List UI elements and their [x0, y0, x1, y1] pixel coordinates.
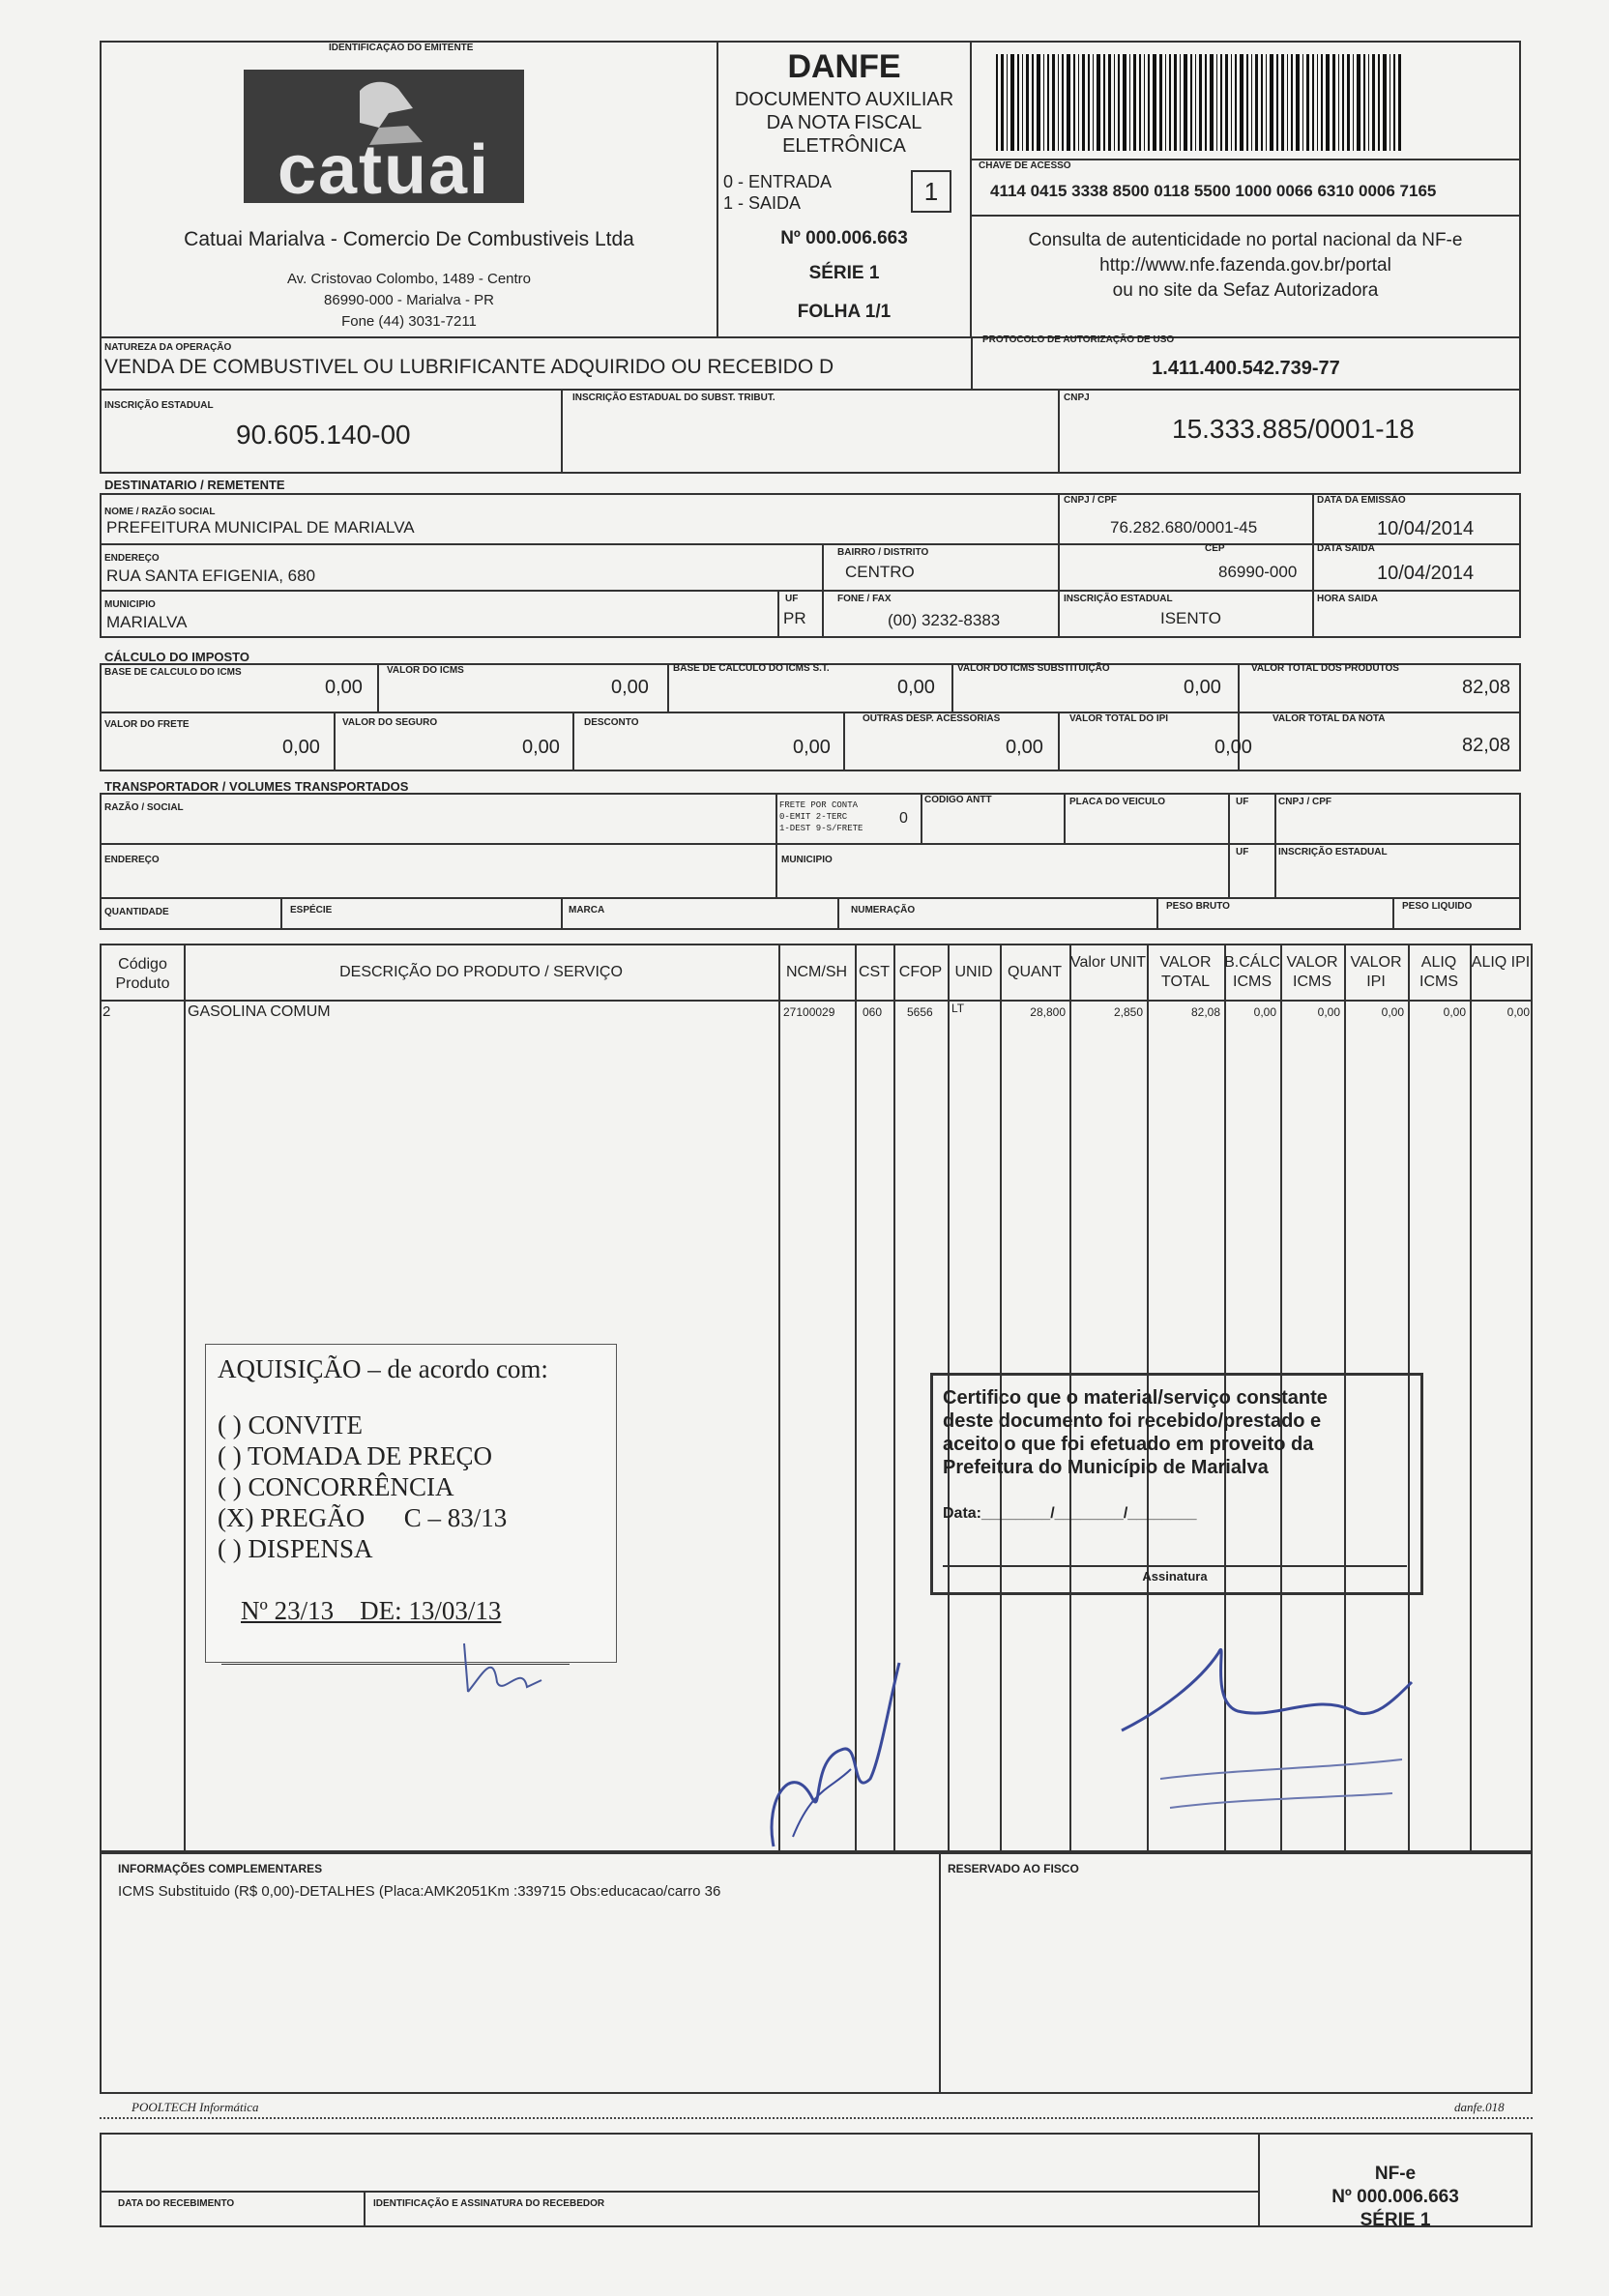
ie-div-1 — [561, 389, 563, 474]
consulta-1: Consulta de autenticidade no portal nacional da NF-e — [1028, 230, 1463, 250]
fisco-box — [939, 1852, 1533, 2094]
pcol-1 — [184, 944, 186, 1852]
logo-text: catuai — [277, 131, 491, 209]
aquisicao-opt-4: (X) PREGÃO C – 83/13 — [218, 1503, 508, 1532]
th-vipi: VALOR IPI — [1350, 954, 1402, 990]
th-unid: UNID — [954, 964, 993, 980]
th-vicms: VALOR ICMS — [1286, 954, 1338, 990]
recebedor-label: IDENTIFICAÇÃO E ASSINATURA DO RECEBEDOR — [373, 2198, 605, 2209]
transp-c4 — [1228, 793, 1230, 897]
bc-icms-label: BASE DE CALCULO DO ICMS — [104, 667, 242, 678]
cell-vunit: 2,850 — [1113, 1005, 1143, 1019]
company-logo — [244, 70, 524, 209]
emit-cnpj-value: 15.333.885/0001-18 — [1172, 414, 1415, 444]
th-vunit: Valor UNIT — [1070, 954, 1146, 971]
dest-emissao: 10/04/2014 — [1377, 518, 1475, 539]
dest-col-cep — [1058, 543, 1060, 638]
canhoto-box — [100, 2133, 1260, 2227]
dest-municipio-label: MUNICIPIO — [104, 599, 156, 610]
bc-st: 0,00 — [897, 677, 935, 698]
transp-ie-label: INSCRIÇÃO ESTADUAL — [1278, 847, 1388, 857]
dest-cep: 86990-000 — [1218, 563, 1298, 581]
tipo-box: 1 — [911, 170, 951, 213]
natureza-value: VENDA DE COMBUSTIVEL OU LUBRIFICANTE ADQUIRIDO OU RECEBIDO D — [104, 356, 834, 378]
transp-cnpj-label: CNPJ / CPF — [1278, 797, 1332, 807]
products-header-line — [100, 1000, 1533, 1002]
th-cst: CST — [859, 964, 890, 980]
nota: 82,08 — [1462, 735, 1511, 756]
cell-codigo: 2 — [102, 1003, 111, 1020]
th-aliqicms: ALIQ ICMS — [1419, 954, 1458, 990]
seguro: 0,00 — [522, 737, 560, 758]
cell-vipi: 0,00 — [1381, 1005, 1404, 1019]
bruto-label: PESO BRUTO — [1166, 901, 1230, 912]
nf-number: Nº 000.006.663 — [780, 228, 908, 248]
th-quant: QUANT — [1008, 964, 1062, 980]
placa-label: PLACA DO VEICULO — [1069, 797, 1166, 807]
cell-ncm: 27100029 — [783, 1005, 835, 1019]
th-bcicms: B.CÁLC ICMS — [1224, 954, 1280, 990]
canhoto-col — [364, 2191, 366, 2227]
dest-municipio: MARIALVA — [106, 613, 188, 631]
danfe-title: DANFE — [787, 48, 901, 85]
ie-st-label: INSCRIÇÃO ESTADUAL DO SUBST. TRIBUT. — [572, 392, 775, 403]
dest-col-cnpj — [1058, 493, 1060, 543]
dest-row-1 — [100, 543, 1521, 545]
dest-nome-label: NOME / RAZÃO SOCIAL — [104, 507, 216, 517]
initials-signature-icon — [454, 1634, 551, 1701]
transp-c10 — [1392, 897, 1394, 930]
th-codigo: Código Produto — [115, 956, 170, 992]
th-cfop: CFOP — [898, 964, 943, 980]
transp-c8 — [837, 897, 839, 930]
cert-sign-line — [943, 1565, 1407, 1567]
frete-label: VALOR DO FRETE — [104, 719, 190, 730]
v-st: 0,00 — [1184, 677, 1221, 698]
danfe-version: danfe.018 — [1454, 2100, 1505, 2114]
imposto-section-title: CÁLCULO DO IMPOSTO — [104, 650, 249, 664]
dest-endereco: RUA SANTA EFIGENIA, 680 — [106, 567, 316, 585]
liquido-label: PESO LIQUIDO — [1402, 901, 1473, 912]
dest-row-2 — [100, 590, 1521, 592]
th-descricao: DESCRIÇÃO DO PRODUTO / SERVIÇO — [339, 964, 623, 980]
ie-div-2 — [1058, 389, 1060, 474]
consulta-3: ou no site da Sefaz Autorizadora — [1112, 280, 1379, 301]
protocolo-value: 1.411.400.542.739-77 — [1152, 358, 1340, 379]
dest-uf: PR — [783, 609, 806, 627]
especie-label: ESPÉCIE — [290, 905, 333, 915]
dest-col-fone — [822, 590, 824, 638]
v-icms: 0,00 — [611, 677, 649, 698]
pcol-13 — [1470, 944, 1472, 1852]
aquisicao-title: AQUISIÇÃO – de acordo com: — [218, 1354, 548, 1383]
aquisicao-opt-1: ( ) CONVITE — [218, 1410, 363, 1439]
imposto-c8 — [1058, 712, 1060, 771]
th-aliqipi: ALIQ IPI — [1471, 954, 1531, 971]
emit-cnpj-label: CNPJ — [1064, 392, 1090, 403]
transp-c3 — [1064, 793, 1066, 843]
cell-unid: LT — [951, 1002, 965, 1015]
transp-endereco-label: ENDEREÇO — [104, 855, 160, 865]
dest-emissao-label: DATA DA EMISSÃO — [1317, 495, 1406, 506]
danfe-sub-3: ELETRÔNICA — [782, 135, 906, 157]
cell-vtotal: 82,08 — [1190, 1005, 1220, 1019]
marca-label: MARCA — [569, 905, 605, 915]
transp-c2 — [921, 793, 922, 843]
dest-saida-label: DATA SAIDA — [1317, 543, 1375, 554]
cell-vicms: 0,00 — [1317, 1005, 1340, 1019]
imposto-c5 — [334, 712, 336, 771]
frete: 0,00 — [282, 737, 320, 758]
chave-label: CHAVE DE ACESSO — [979, 160, 1071, 171]
dest-fone: (00) 3232-8383 — [888, 611, 1001, 629]
canhoto-nfe: NF-e — [1374, 2164, 1417, 2184]
dest-col-bairro — [822, 543, 824, 590]
aquisicao-opt-2: ( ) TOMADA DE PREÇO — [218, 1441, 493, 1470]
ipi-label: VALOR TOTAL DO IPI — [1069, 713, 1169, 724]
handwritten-signature-right-icon — [1102, 1624, 1421, 1817]
saida-label: 1 - SAIDA — [723, 193, 802, 213]
transp-uf2-label: UF — [1236, 847, 1249, 857]
cert-line-1: Certifico que o material/serviço constante — [943, 1387, 1328, 1409]
company-address-2: 86990-000 - Marialva - PR — [324, 292, 494, 308]
cell-quant: 28,800 — [1030, 1005, 1066, 1019]
aquisicao-numero: Nº 23/13 DE: 13/03/13 — [241, 1596, 502, 1625]
transp-row-2 — [100, 897, 1521, 899]
th-vtotal: VALOR TOTAL — [1159, 954, 1212, 990]
outras-label: OUTRAS DESP. ACESSORIAS — [863, 713, 1001, 724]
seguro-label: VALOR DO SEGURO — [342, 717, 438, 728]
dest-uf-label: UF — [785, 594, 799, 604]
info-label: INFORMAÇÕES COMPLEMENTARES — [118, 1862, 323, 1875]
company-name: Catuai Marialva - Comercio De Combustiveis Ltda — [184, 228, 634, 250]
frete-value: 0 — [899, 810, 908, 827]
company-phone: Fone (44) 3031-7211 — [341, 313, 477, 330]
protocolo-label: PROTOCOLO DE AUTORIZAÇÃO DE USO — [982, 334, 1175, 345]
cell-cfop: 5656 — [907, 1005, 933, 1019]
numeracao-label: NUMERAÇÃO — [851, 905, 916, 915]
dest-endereco-label: ENDEREÇO — [104, 553, 160, 564]
nf-serie: SÉRIE 1 — [808, 263, 880, 283]
transp-c1 — [775, 793, 777, 897]
dest-col-uf — [777, 590, 779, 638]
dest-fone-label: FONE / FAX — [837, 594, 892, 604]
company-address-1: Av. Cristovao Colombo, 1489 - Centro — [286, 271, 532, 287]
info-text: ICMS Substituido (R$ 0,00)-DETALHES (Placa:AMK2051Km :339715 Obs:educacao/carro 36 — [118, 1883, 721, 1900]
entrada-label: 0 - ENTRADA — [723, 172, 833, 191]
dest-bairro: CENTRO — [845, 563, 915, 581]
cut-line — [100, 2117, 1533, 2119]
transp-section-title: TRANSPORTADOR / VOLUMES TRANSPORTADOS — [104, 779, 409, 794]
outras: 0,00 — [1006, 737, 1043, 758]
dest-ie-label: INSCRIÇÃO ESTADUAL — [1064, 594, 1173, 604]
transp-c6 — [280, 897, 282, 930]
cell-cst: 060 — [863, 1005, 883, 1019]
frete-por-conta-2: 0-EMIT 2-TERC — [779, 812, 848, 822]
emitter-id-label: IDENTIFICAÇÃO DO EMITENTE — [329, 43, 474, 53]
dest-cnpj: 76.282.680/0001-45 — [1110, 518, 1258, 537]
certificado-stamp — [930, 1373, 1423, 1595]
consulta-divider — [970, 215, 1521, 217]
aquisicao-opt-3: ( ) CONCORRÊNCIA — [218, 1472, 454, 1501]
transp-c7 — [561, 897, 563, 930]
canhoto-serie: SÉRIE 1 — [1360, 2210, 1431, 2230]
dest-nome: PREFEITURA MUNICIPAL DE MARIALVA — [106, 518, 415, 537]
handwritten-signature-left-icon — [754, 1643, 909, 1856]
dest-saida: 10/04/2014 — [1377, 563, 1475, 584]
transp-c5 — [1274, 793, 1276, 897]
recebimento-label: DATA DO RECEBIMENTO — [118, 2198, 235, 2209]
dest-ie: ISENTO — [1160, 609, 1221, 627]
barcode — [996, 54, 1499, 151]
cell-descricao: GASOLINA COMUM — [188, 1003, 331, 1020]
transp-row-1 — [100, 843, 1521, 845]
bc-icms: 0,00 — [325, 677, 363, 698]
cert-assinatura: Assinatura — [1142, 1569, 1208, 1584]
v-icms-label: VALOR DO ICMS — [387, 665, 464, 676]
nota-label: VALOR TOTAL DA NOTA — [1273, 713, 1386, 724]
cell-aliqipi: 0,00 — [1507, 1005, 1530, 1019]
fisco-label: RESERVADO AO FISCO — [948, 1862, 1079, 1875]
cert-data: Data:________/________/________ — [943, 1505, 1197, 1522]
th-ncm: NCM/SH — [785, 964, 848, 980]
danfe-sub-1: DOCUMENTO AUXILIAR — [734, 89, 954, 110]
frete-por-conta-3: 1-DEST 9-S/FRETE — [779, 824, 863, 833]
desconto: 0,00 — [793, 737, 831, 758]
dest-section-title: DESTINATARIO / REMETENTE — [104, 478, 285, 492]
dest-cep-label: CEP — [1205, 543, 1225, 554]
canhoto-numero: Nº 000.006.663 — [1331, 2187, 1459, 2207]
ipi: 0,00 — [1214, 737, 1252, 758]
ie-label: INSCRIÇÃO ESTADUAL — [104, 400, 214, 411]
qtd-label: QUANTIDADE — [104, 907, 169, 917]
dest-col-date — [1312, 493, 1314, 638]
antt-label: CODIGO ANTT — [924, 795, 992, 805]
v-st-label: VALOR DO ICMS SUBSTITUIÇÃO — [957, 663, 1110, 674]
transp-razao-label: RAZÃO / SOCIAL — [104, 802, 184, 813]
dest-hora-label: HORA SAIDA — [1317, 594, 1378, 604]
bc-st-label: BASE DE CALCULO DO ICMS S.T. — [673, 663, 830, 674]
ie-value: 90.605.140-00 — [236, 420, 411, 450]
dest-box — [100, 493, 1521, 638]
cert-line-4: Prefeitura do Município de Marialva — [943, 1457, 1269, 1478]
dest-bairro-label: BAIRRO / DISTRITO — [837, 547, 929, 558]
v-prod: 82,08 — [1462, 677, 1511, 698]
imposto-c6 — [572, 712, 574, 771]
nf-folha: FOLHA 1/1 — [797, 302, 892, 322]
desconto-label: DESCONTO — [584, 717, 639, 728]
danfe-sub-2: DA NOTA FISCAL — [766, 112, 922, 133]
imposto-c7 — [843, 712, 845, 771]
canhoto-row — [100, 2191, 1260, 2193]
transp-c9 — [1156, 897, 1158, 930]
imposto-c1 — [377, 663, 379, 712]
software-credit: POOLTECH Informática — [132, 2100, 259, 2114]
imposto-c3 — [951, 663, 953, 712]
frete-por-conta-1: FRETE POR CONTA — [779, 800, 859, 810]
imposto-c2 — [667, 663, 669, 712]
transp-municipio-label: MUNICIPIO — [781, 855, 833, 865]
consulta-2: http://www.nfe.fazenda.gov.br/portal — [1099, 255, 1391, 276]
aquisicao-opt-5: ( ) DISPENSA — [218, 1534, 373, 1563]
cert-line-3: aceito o que foi efetuado em proveito da — [943, 1434, 1314, 1455]
dest-cnpj-label: CNPJ / CPF — [1064, 495, 1118, 506]
aquisicao-stamp — [205, 1344, 617, 1663]
cell-aliqicms: 0,00 — [1443, 1005, 1466, 1019]
transp-uf-label: UF — [1236, 797, 1249, 807]
natureza-label: NATUREZA DA OPERAÇÃO — [104, 342, 232, 353]
chave-value: 4114 0415 3338 8500 0118 5500 1000 0066 6310 0006 7165 — [990, 182, 1437, 200]
cert-line-2: deste documento foi recebido/prestado e — [943, 1410, 1322, 1432]
cell-bcicms: 0,00 — [1253, 1005, 1276, 1019]
v-prod-label: VALOR TOTAL DOS PRODUTOS — [1251, 663, 1399, 674]
